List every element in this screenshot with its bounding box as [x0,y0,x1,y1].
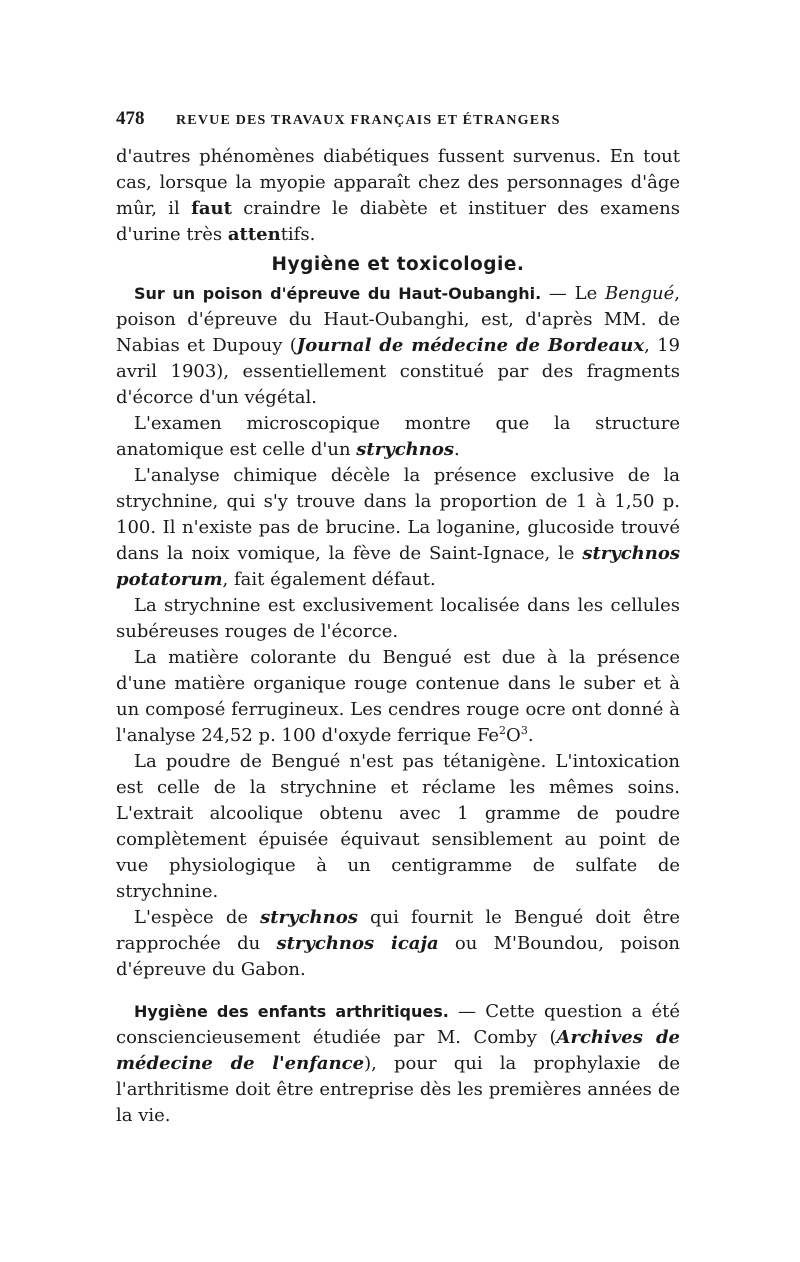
section-title: Hygiène et toxicologie. [271,254,525,275]
text-run: — Le [541,283,606,304]
text-run-bold: faut [191,198,232,219]
article-2-heading: Hygiène des enfants arthritiques. [134,1002,449,1021]
text-run: . [527,725,534,746]
article-1-paragraph-2 [116,411,680,463]
article-1-paragraph-6: La poudre de Bengué n'est pas tétanigène. L'intoxication est celle de la strychnine et réclame les mêmes soins. L'extrait alcoolique obtenu avec 1 gramme de poudre complètement épuisée équivaut sensiblement au point de vue physiologique à un centigramme de sulfate de strychnine. [116,751,680,902]
article-1-paragraph-7 [116,905,680,983]
text-run-italic: strychnos [356,439,454,460]
text-run: d'autres phénomènes diabétiques fussent survenus. En tout cas, lorsque la myopie apparaît chez des personnages d'âge mûr, il [116,146,680,219]
journal-citation: Archives de médecine de l'enfance [116,1027,680,1074]
text-run: qui fournit le Bengué doit être rapprochée du [116,907,680,954]
text-run: ), pour qui la prophylaxie de l'arthritisme doit être entreprise dès les premières années de la vie. [116,1053,680,1126]
article-1-paragraph-3 [116,463,680,593]
journal-citation: Journal de médecine de Bordeaux [296,335,645,356]
text-run-italic: strychnos icaja [276,933,439,954]
text-run-italic: strychnos potatorum [116,543,680,590]
article-1-intro [116,281,680,411]
text-run: tifs. [280,224,316,245]
text-run: L'espèce de [134,907,261,928]
text-run: — Cette question a été consciencieusement étudiée par M. Comby ( [116,1001,680,1048]
continuation-paragraph [116,144,680,248]
superscript: 3 [520,724,528,737]
running-head [116,108,680,130]
text-run: La matière colorante du Bengué est due à la présence d'une matière organique rouge contenue dans le suber et à un composé ferrugineux. Les cendres rouge ocre ont donné à l'analyse 24,52 p. 100 d'oxyde ferrique Fe [116,647,680,746]
text-run: ou M'Boundou, poison d'épreuve du Gabon. [116,933,680,980]
article-1-paragraph-5 [116,645,680,749]
text-run: L'examen microscopique montre que la structure anatomique est celle d'un [116,413,680,460]
text-run: L'analyse chimique décèle la présence exclusive de la strychnine, qui s'y trouve dans la proportion de 1 à 1,50 p. 100. Il n'existe pas de brucine. La loganine, glucoside trouvé dans la noix vomique, la fève de Saint-Ignace, le [116,465,680,564]
article-1-heading: Sur un poison d'épreuve du Haut-Oubanghi. [134,284,542,303]
article-2-paragraph [116,999,680,1129]
text-run-italic: strychnos [260,907,358,928]
page [116,108,680,1129]
text-run: craindre le diabète et instituer des examens d'urine très [116,198,681,245]
spacer [116,983,680,999]
text-run-italic: Bengué [605,283,675,304]
text-run: O [506,725,521,746]
text-run-bold: atten [227,224,281,245]
superscript: 2 [499,724,507,737]
text-run: , poison d'épreuve du Haut-Oubanghi, est, d'après MM. de Nabias et Dupouy ( [116,283,680,356]
text-run: , 19 avril 1903), essentiellement constitué par des fragments d'écorce d'un végétal. [116,335,681,408]
article-1-paragraph-4: La strychnine est exclusivement localisée dans les cellules subéreuses rouges de l'écorce. [116,595,680,642]
text-run: . [453,439,460,460]
text-run: , fait également défaut. [222,569,436,590]
page-number: 478 [116,108,145,129]
journal-title: REVUE DES TRAVAUX FRANÇAIS ET ÉTRANGERS [176,113,561,128]
